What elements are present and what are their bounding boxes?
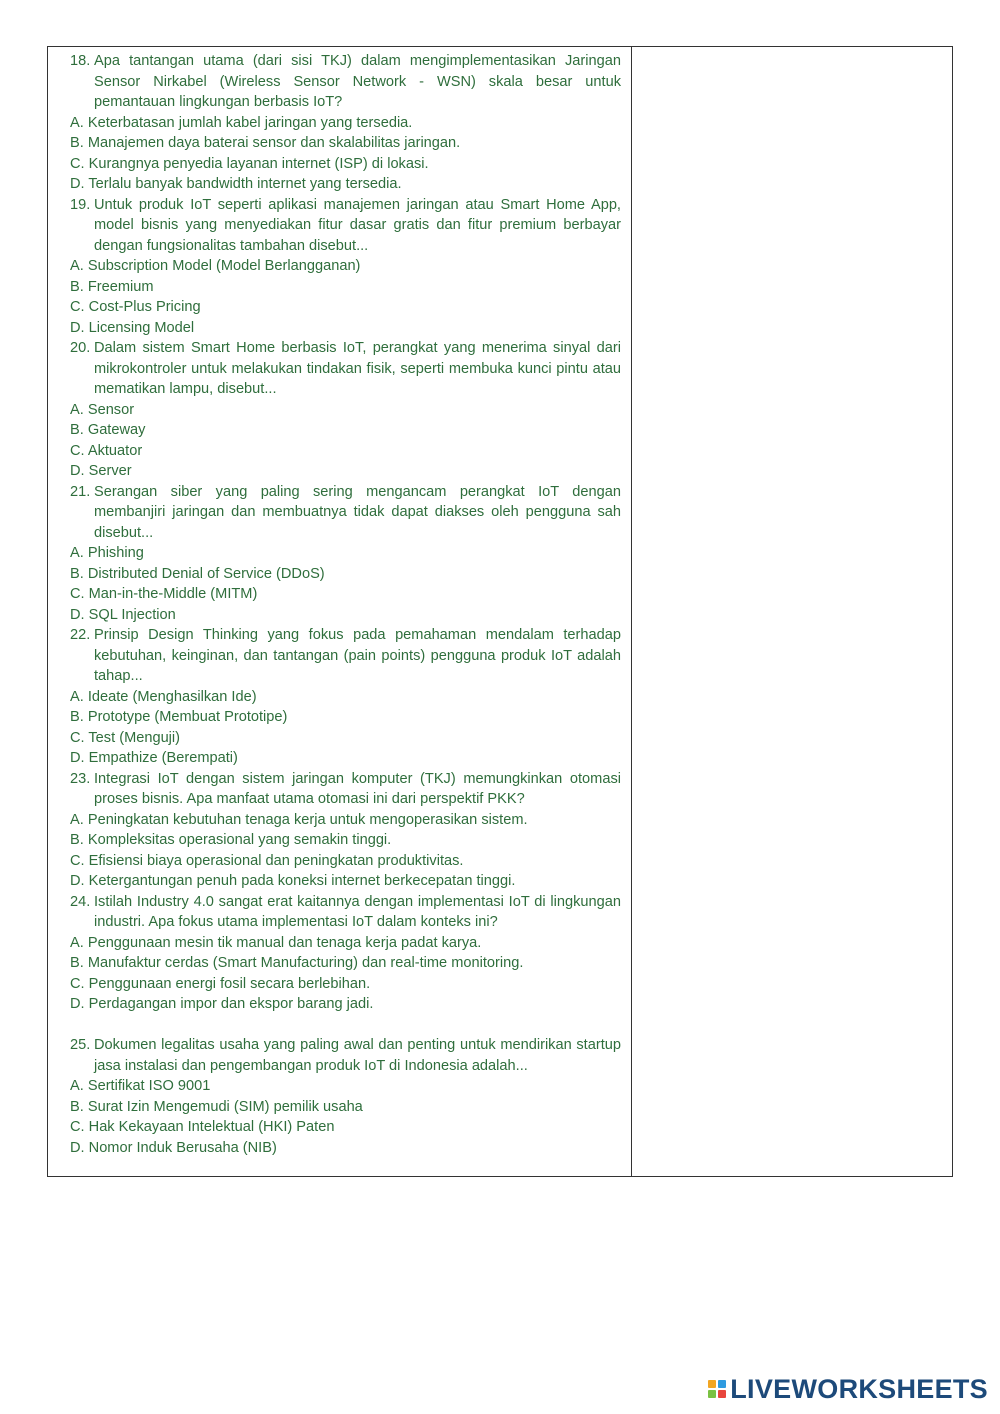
question-text: Dokumen legalitas usaha yang paling awal dan penting untuk mendirikan startup jasa instalasi dan pengembangan produk IoT di Indonesia adalah... [94, 1037, 621, 1074]
logo-square-icon [708, 1390, 716, 1398]
option-a[interactable]: A. Peningkatan kebutuhan tenaga kerja untuk mengoperasikan sistem. [70, 811, 528, 828]
option-a[interactable]: A. Subscription Model (Model Berlangganan) [70, 258, 361, 274]
option-d[interactable]: D. Server [70, 463, 132, 479]
question-text: Istilah Industry 4.0 sangat erat kaitannya dengan implementasi IoT di lingkungan industri. Apa fokus utama implementasi IoT dalam konteks ini? [94, 893, 621, 930]
option-c[interactable]: C. Penggunaan energi fosil secara berlebihan. [70, 975, 371, 992]
option-b[interactable]: B. Manajemen daya baterai sensor dan skalabilitas jaringan. [70, 135, 461, 151]
question-21 [70, 482, 621, 626]
question-text: Serangan siber yang paling sering mengancam perangkat IoT dengan membanjiri jaringan dan membuatnya tidak dapat diakses oleh pengguna sah disebut... [94, 483, 621, 541]
option-d[interactable]: D. Licensing Model [70, 319, 195, 336]
logo-square-icon [718, 1390, 726, 1398]
option-a[interactable]: A. Sertifikat ISO 9001 [70, 1078, 211, 1094]
question-number: 20. [70, 340, 91, 356]
option-d[interactable]: D. Empathize (Berempati) [70, 750, 238, 766]
question-25 [70, 1035, 621, 1158]
logo-square-icon [718, 1380, 726, 1388]
option-c[interactable]: C. Aktuator [70, 442, 143, 459]
question-number: 22. [70, 627, 91, 643]
question-18 [70, 51, 621, 195]
blank-line [70, 1015, 621, 1036]
option-a[interactable]: A. Ideate (Menghasilkan Ide) [70, 688, 257, 705]
question-23 [70, 769, 621, 892]
answer-column[interactable] [632, 47, 952, 1176]
option-c[interactable]: C. Man-in-the-Middle (MITM) [70, 586, 258, 602]
option-b[interactable]: B. Prototype (Membuat Prototipe) [70, 709, 288, 725]
option-c[interactable]: C. Kurangnya penyedia layanan internet (ISP) di lokasi. [70, 155, 429, 172]
question-20 [70, 338, 621, 482]
question-24 [70, 892, 621, 1015]
option-d[interactable]: D. Perdagangan impor dan ekspor barang jadi. [70, 996, 374, 1012]
logo-text: LIVEWORKSHEETS [730, 1374, 988, 1404]
question-number: 18. [70, 53, 91, 69]
logo-grid-icon [708, 1380, 726, 1398]
option-d[interactable]: D. Terlalu banyak bandwidth internet yang tersedia. [70, 176, 402, 192]
liveworksheets-logo [708, 1374, 988, 1404]
option-c[interactable]: C. Cost-Plus Pricing [70, 299, 201, 315]
option-b[interactable]: B. Surat Izin Mengemudi (SIM) pemilik usaha [70, 1098, 363, 1115]
option-b[interactable]: B. Freemium [70, 278, 154, 295]
questions-column [48, 47, 632, 1176]
option-a[interactable]: A. Keterbatasan jumlah kabel jaringan yang tersedia. [70, 114, 413, 131]
question-number: 23. [70, 770, 91, 787]
option-d[interactable]: D. SQL Injection [70, 606, 176, 623]
question-number: 24. [70, 893, 91, 910]
option-b[interactable]: B. Gateway [70, 422, 146, 438]
question-22 [70, 625, 621, 769]
option-c[interactable]: C. Efisiensi biaya operasional dan peningkatan produktivitas. [70, 852, 464, 869]
option-a[interactable]: A. Penggunaan mesin tik manual dan tenaga kerja padat karya. [70, 934, 482, 951]
option-d[interactable]: D. Nomor Induk Berusaha (NIB) [70, 1139, 277, 1156]
question-number: 21. [70, 483, 91, 500]
question-text: Dalam sistem Smart Home berbasis IoT, perangkat yang menerima sinyal dari mikrokontroler untuk melakukan tindakan fisik, seperti membuka kunci pintu atau mematikan lampu, disebut... [94, 340, 621, 397]
option-d[interactable]: D. Ketergantungan penuh pada koneksi internet berkecepatan tinggi. [70, 873, 516, 889]
option-a[interactable]: A. Sensor [70, 401, 135, 418]
question-text: Apa tantangan utama (dari sisi TKJ) dalam mengimplementasikan Jaringan Sensor Nirkabel (Wireless Sensor Network - WSN) skala besar untuk pemantauan lingkungan berbasis IoT? [94, 53, 621, 110]
option-b[interactable]: B. Kompleksitas operasional yang semakin tinggi. [70, 832, 392, 848]
question-19 [70, 195, 621, 339]
question-number: 25. [70, 1037, 91, 1053]
option-a[interactable]: A. Phishing [70, 545, 144, 561]
logo-square-icon [708, 1380, 716, 1388]
question-text: Untuk produk IoT seperti aplikasi manajemen jaringan atau Smart Home App, model bisnis yang menyediakan fitur dasar gratis dan fitur premium berbayar dengan fungsionalitas tambahan disebut... [94, 196, 621, 254]
question-text: Integrasi IoT dengan sistem jaringan komputer (TKJ) memungkinkan otomasi proses bisnis. Apa manfaat utama otomasi ini dari perspektif PKK? [94, 770, 621, 807]
worksheet-table [47, 46, 953, 1177]
option-c[interactable]: C. Hak Kekayaan Intelektual (HKI) Paten [70, 1119, 335, 1135]
option-c[interactable]: C. Test (Menguji) [70, 729, 181, 746]
option-b[interactable]: B. Manufaktur cerdas (Smart Manufacturing) dan real-time monitoring. [70, 955, 524, 971]
option-b[interactable]: B. Distributed Denial of Service (DDoS) [70, 565, 325, 582]
question-text: Prinsip Design Thinking yang fokus pada pemahaman mendalam terhadap kebutuhan, keinginan, dan tantangan (pain points) pengguna produk IoT adalah tahap... [94, 627, 621, 684]
question-number: 19. [70, 196, 91, 213]
